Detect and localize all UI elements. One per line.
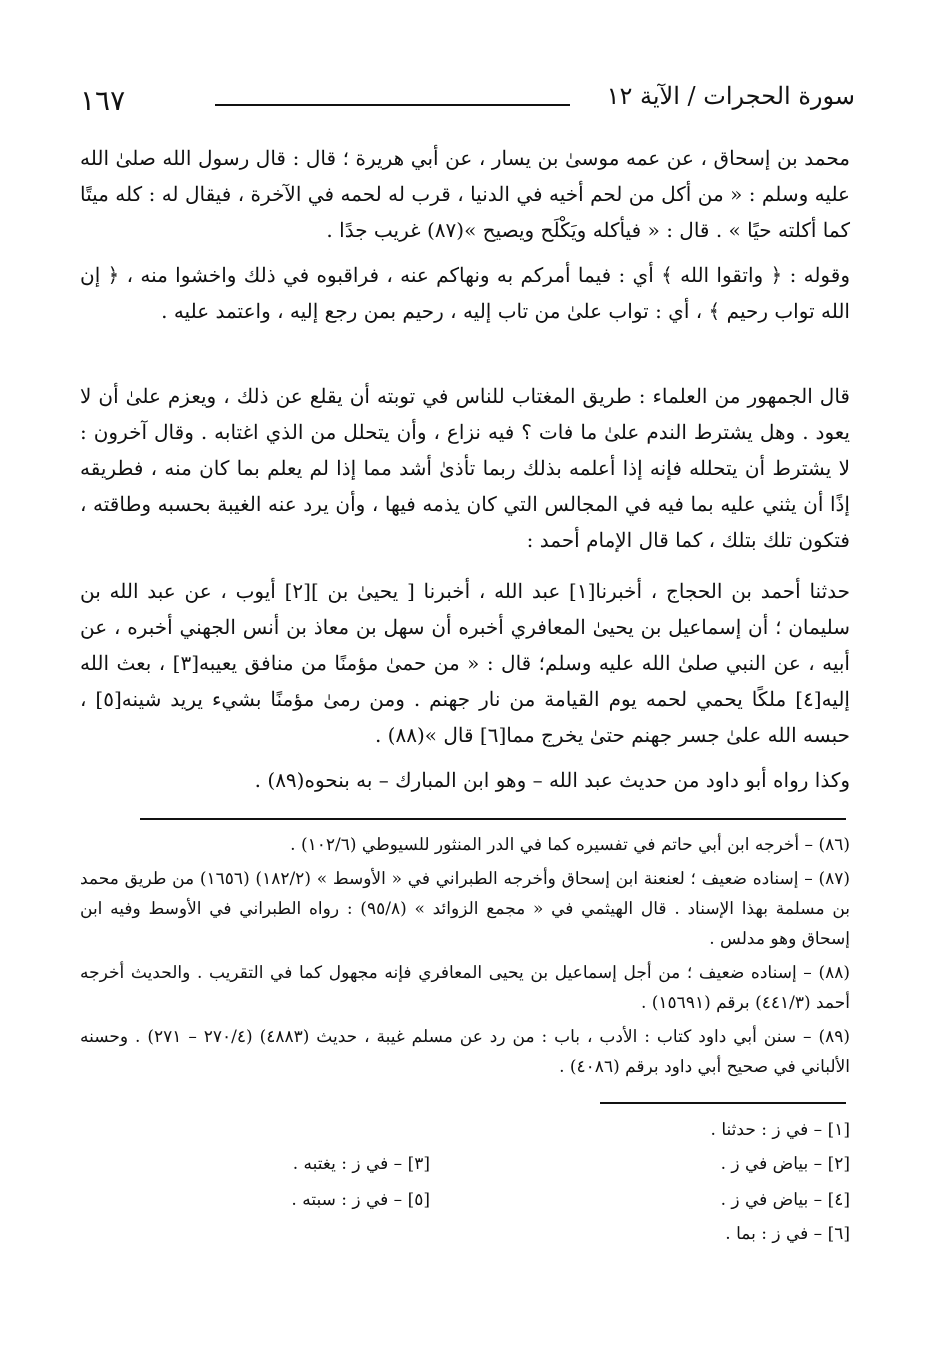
paragraph-4 (80, 573, 850, 753)
footnote-87: (٨٧) – إسناده ضعيف ؛ لعنعنة ابن إسحاق وأخرجه الطبراني في « الأوسط » (١٨٢/٢) (١٦٥٦) من طريق محمد بن مسلمة بهذا الإسناد . قال الهيثمي في « مجمع الزوائد » (٩٥/٨) : رواه الطبراني في الأوسط وفيه ابن إسحاق وهو مدلس . (80, 869, 851, 949)
manuscript-note-1: [١] – في ز : حدثنا . (710, 1120, 850, 1140)
footnote-89: (٨٩) – سنن أبي داود كتاب : الأدب ، باب : من رد عن مسلم غيبة ، حديث (٤٨٨٣) (٢٧٠/٤ – ٢٧١) . وحسنه الألباني في صحيح أبي داود برقم (٤٠٨٦) . (80, 1027, 850, 1077)
paragraph-1-text: محمد بن إسحاق ، عن عمه موسىٰ بن يسار ، عن أبي هريرة ؛ قال : قال رسول الله صلىٰ الله عليه وسلم : « من أكل من لحم أخيه في الدنيا ، قرب له لحمه في الآخرة ، فيقال له : كله ميتًا كما أكلته حيًا » . قال : « فيأكله ويَكْلَح ويصيح »(٨٧) غريب جدًا . (80, 146, 850, 242)
surah-title: سورة الحجرات / الآية ١٢ (606, 82, 855, 110)
manuscript-note-6: [٦] – في ز : بما . (725, 1224, 850, 1244)
paragraph-5-text: وكذا رواه أبو داود من حديث عبد الله – وهو ابن المبارك – به بنحوه(٨٩) . (254, 768, 850, 792)
paragraph-2 (80, 257, 850, 329)
paragraph-5 (80, 762, 850, 798)
page-number: ١٦٧ (80, 84, 126, 117)
manuscript-note-5: [٥] – في ز : سبته . (291, 1190, 430, 1210)
paragraph-3-text: قال الجمهور من العلماء : طريق المغتاب للناس في توبته أن يقلع عن ذلك ، ويعزم علىٰ أن لا يعود . وهل يشترط الندم علىٰ ما فات ؟ فيه نزاع ، وأن يتحلل من الذي اغتابه . وقال آخرون : لا يشترط أن يتحلله فإنه إذا أعلمه بذلك ربما تأذىٰ أشد مما إذا لم يعلم بما كان منه ، فطريقه إذًا أن يثني عليه بما فيه في المجالس التي كان يذمه فيها ، وأن يرد عنه الغيبة بحسبه وطاقته ، فتكون تلك بتلك ، كما قال الإمام أحمد : (80, 384, 850, 552)
paragraph-2-text: وقوله : ﴿ واتقوا الله ﴾ أي : فيما أمركم به ونهاكم عنه ، فراقبوه في ذلك واخشوا منه ، ﴿ إن الله تواب رحيم ﴾ ، أي : تواب علىٰ من تاب إليه ، رحيم بمن رجع إليه ، واعتمد عليه . (80, 263, 850, 323)
header-rule (215, 104, 570, 106)
paragraph-3 (80, 378, 850, 558)
manuscript-notes (80, 1114, 850, 1254)
footnotes (80, 830, 850, 1086)
footnote-86: (٨٦) – أخرجه ابن أبي حاتم في تفسيره كما في الدر المنثور للسيوطي (١٠٢/٦) . (290, 835, 850, 855)
manuscript-note-2: [٢] – بياض في ز . (720, 1154, 850, 1174)
footnote-rule (140, 818, 846, 820)
manuscript-note-3: [٣] – في ز : يغتبه . (292, 1154, 430, 1174)
manuscript-note-4: [٤] – بياض في ز . (720, 1190, 850, 1210)
footnote-88: (٨٨) – إسناده ضعيف ؛ من أجل إسماعيل بن يحيى المعافري فإنه مجهول كما في التقريب . والحديث أخرجه أحمد (٤٤١/٣) برقم (١٥٦٩١) . (80, 963, 850, 1013)
page-header (80, 82, 855, 122)
paragraph-4-text: حدثنا أحمد بن الحجاج ، أخبرنا[١] عبد الله ، أخبرنا [ يحيىٰ بن ][٢] أيوب ، عن عبد الله بن سليمان ؛ أن إسماعيل بن يحيىٰ المعافري أخبره أن سهل بن معاذ بن أنس الجهني أخبره ، عن أبيه ، عن النبي صلىٰ الله عليه وسلم؛ قال : « من حمىٰ مؤمنًا من منافق يعيبه[٣] ، بعث الله إليه[٤] ملكًا يحمي لحمه يوم القيامة من نار جهنم . ومن رمىٰ مؤمنًا بشيء يريد شينه[٥] ، حبسه الله علىٰ جسر جهنم حتىٰ يخرج مما[٦] قال »(٨٨) . (80, 579, 851, 747)
paragraph-1 (80, 140, 850, 248)
manuscript-notes-rule (600, 1102, 846, 1104)
